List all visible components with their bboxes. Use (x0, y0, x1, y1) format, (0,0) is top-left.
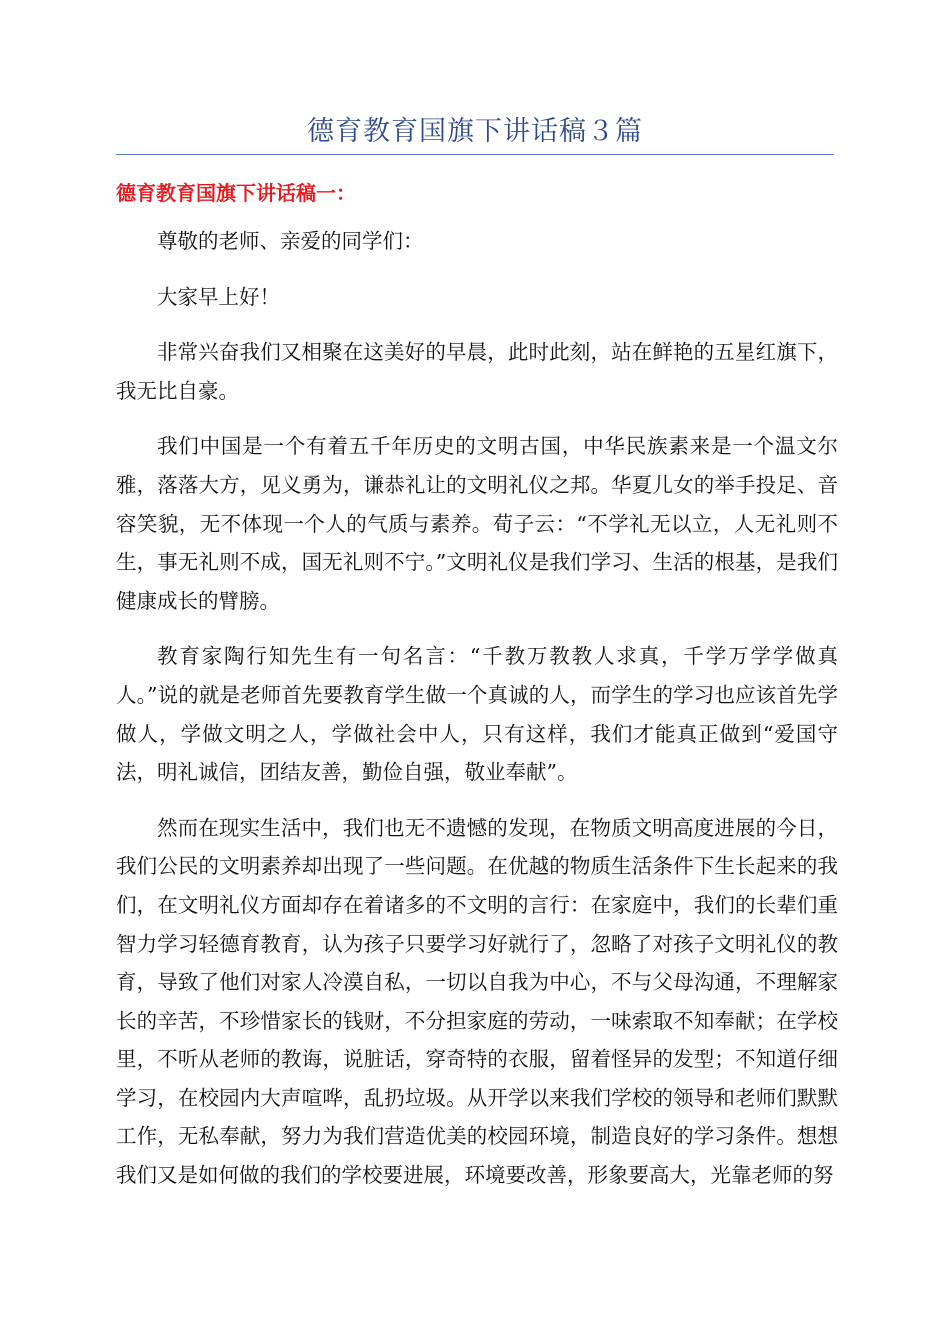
body-paragraph: 教育家陶行知先生有一句名言：“千教万教教人求真，千学万学学做真人。”说的就是老师首先要教育学生做一个真诚的人，而学生的学习也应该首先学做人，学做文明之人，学做社会中人，只有这样，我们才能真正做到“爱国守法，明礼诚信，团结友善，勤俭自强，敬业奉献”。 (116, 644, 838, 785)
body-paragraph: 非常兴奋我们又相聚在这美好的早晨，此时此刻，站在鲜艳的五星红旗下，我无比自豪。 (116, 340, 838, 403)
title-underline (116, 154, 834, 155)
salutation-paragraph: 尊敬的老师、亲爱的同学们： (157, 229, 424, 253)
document-body (116, 222, 838, 1212)
greeting-paragraph: 大家早上好！ (157, 284, 280, 309)
body-paragraph: 我们中国是一个有着五千年历史的文明古国，中华民族素来是一个温文尔雅，落落大方，见义勇为，谦恭礼让的文明礼仪之邦。华夏儿女的举手投足、音容笑貌，无不体现一个人的气质与素养。荀子云：“不学礼无以立，人无礼则不生，事无礼则不成，国无礼则不宁。”文明礼仪是我们学习、生活的根基，是我们健康成长的臂膀。 (116, 434, 838, 613)
document-title: 德育教育国旗下讲话稿３篇 (307, 116, 643, 147)
body-paragraph: 然而在现实生活中，我们也无不遗憾的发现，在物质文明高度进展的今日，我们公民的文明素养却出现了一些问题。在优越的物质生活条件下生长起来的我们，在文明礼仪方面却存在着诸多的不文明的言行：在家庭中，我们的长辈们重智力学习轻德育教育，认为孩子只要学习好就行了，忽略了对孩子文明礼仪的教育，导致了他们对家人冷漠自私，一切以自我为中心，不与父母沟通，不理解家长的辛苦，不珍惜家长的钱财，不分担家庭的劳动，一味索取不知奉献；在学校里，不听从老师的教诲，说脏话，穿奇特的衣服，留着怪异的发型；不知道仔细学习，在校园内大声喧哗，乱扔垃圾。从开学以来我们学校的领导和老师们默默工作，无私奉献，努力为我们营造优美的校园环境，制造良好的学习条件。想想我们又是如何做的我们的学校要进展，环境要改善，形象要高大，光靠老师的努 (116, 815, 838, 1188)
section-heading: 德育教育国旗下讲话稿一： (116, 181, 356, 205)
